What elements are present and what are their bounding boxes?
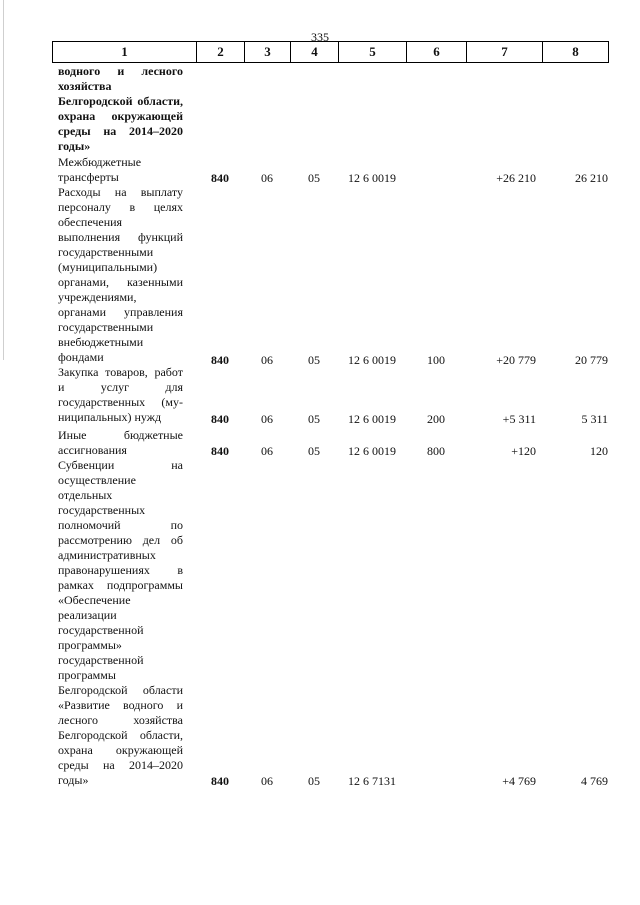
- page-number: 335: [311, 30, 329, 44]
- row-value-col5: 12 6 7131: [348, 774, 396, 788]
- row-value-col3: 06: [261, 353, 273, 367]
- header-col-7: 7: [466, 41, 542, 63]
- row-value-col2: 840: [211, 774, 229, 788]
- row-value-col2: 840: [211, 412, 229, 426]
- table-header-row: [52, 41, 609, 63]
- scan-margin-line: [3, 0, 4, 360]
- header-col-4: 4: [290, 41, 338, 63]
- row-value-col8: 120: [590, 444, 608, 458]
- header-col-6: 6: [406, 41, 466, 63]
- row-description: Межбюджетные трансферты: [58, 155, 142, 184]
- row-value-col3: 06: [261, 171, 273, 185]
- row-value-col8: 4 769: [581, 774, 608, 788]
- row-value-col5: 12 6 0019: [348, 444, 396, 458]
- row-value-col4: 05: [308, 774, 320, 788]
- row-value-col8: 5 311: [581, 412, 608, 426]
- header-col-1: 1: [52, 41, 196, 63]
- row-value-col7: +120: [511, 444, 536, 458]
- row-value-col7: +26 210: [496, 171, 536, 185]
- row-description: Субвенции на осуществление отдельных государственных полномочий по рассмотрению дел об административных правонарушениях в рамках подпрограммы «Обеспечение реализации государственной программы» государственной программы Белгородской области «Развитие водного и лесного хозяйства Белгородской области, охрана окружающей среды на 2014–2020 годы»: [58, 458, 183, 787]
- row-value-col4: 05: [308, 171, 320, 185]
- row-value-col3: 06: [261, 444, 273, 458]
- row-value-col4: 05: [308, 353, 320, 367]
- row-value-col5: 12 6 0019: [348, 353, 396, 367]
- row-description: Закупка товаров, работ и услуг для государственных (му-ниципальных) нужд: [58, 365, 183, 424]
- row-description: Иные бюджетные ассигнования: [58, 428, 183, 457]
- row-value-col6: 200: [427, 412, 445, 426]
- header-col-8: 8: [542, 41, 609, 63]
- row-value-col5: 12 6 0019: [348, 412, 396, 426]
- row-value-col2: 840: [211, 171, 229, 185]
- row-value-col4: 05: [308, 444, 320, 458]
- header-col-3: 3: [244, 41, 290, 63]
- row-value-col7: +4 769: [502, 774, 536, 788]
- row-value-col2: 840: [211, 353, 229, 367]
- row-value-col8: 20 779: [575, 353, 608, 367]
- row-value-col2: 840: [211, 444, 229, 458]
- row-value-col5: 12 6 0019: [348, 171, 396, 185]
- row-value-col4: 05: [308, 412, 320, 426]
- row-description: Расходы на выплату персоналу в целях обеспечения выполнения функций государственными (муниципальными) органами, казенными учреждениями, органами управления государственными внебюджетными фондами: [58, 185, 183, 364]
- row-value-col3: 06: [261, 412, 273, 426]
- row-value-col7: +20 779: [496, 353, 536, 367]
- row-value-col7: +5 311: [502, 412, 536, 426]
- header-col-2: 2: [196, 41, 244, 63]
- continuation-description: водного и лесного хозяйства Белгородской области, охрана окружающей среды на 2014–2020 годы»: [58, 64, 183, 153]
- row-value-col6: 800: [427, 444, 445, 458]
- row-value-col3: 06: [261, 774, 273, 788]
- row-value-col8: 26 210: [575, 171, 608, 185]
- header-col-5: 5: [338, 41, 406, 63]
- row-value-col6: 100: [427, 353, 445, 367]
